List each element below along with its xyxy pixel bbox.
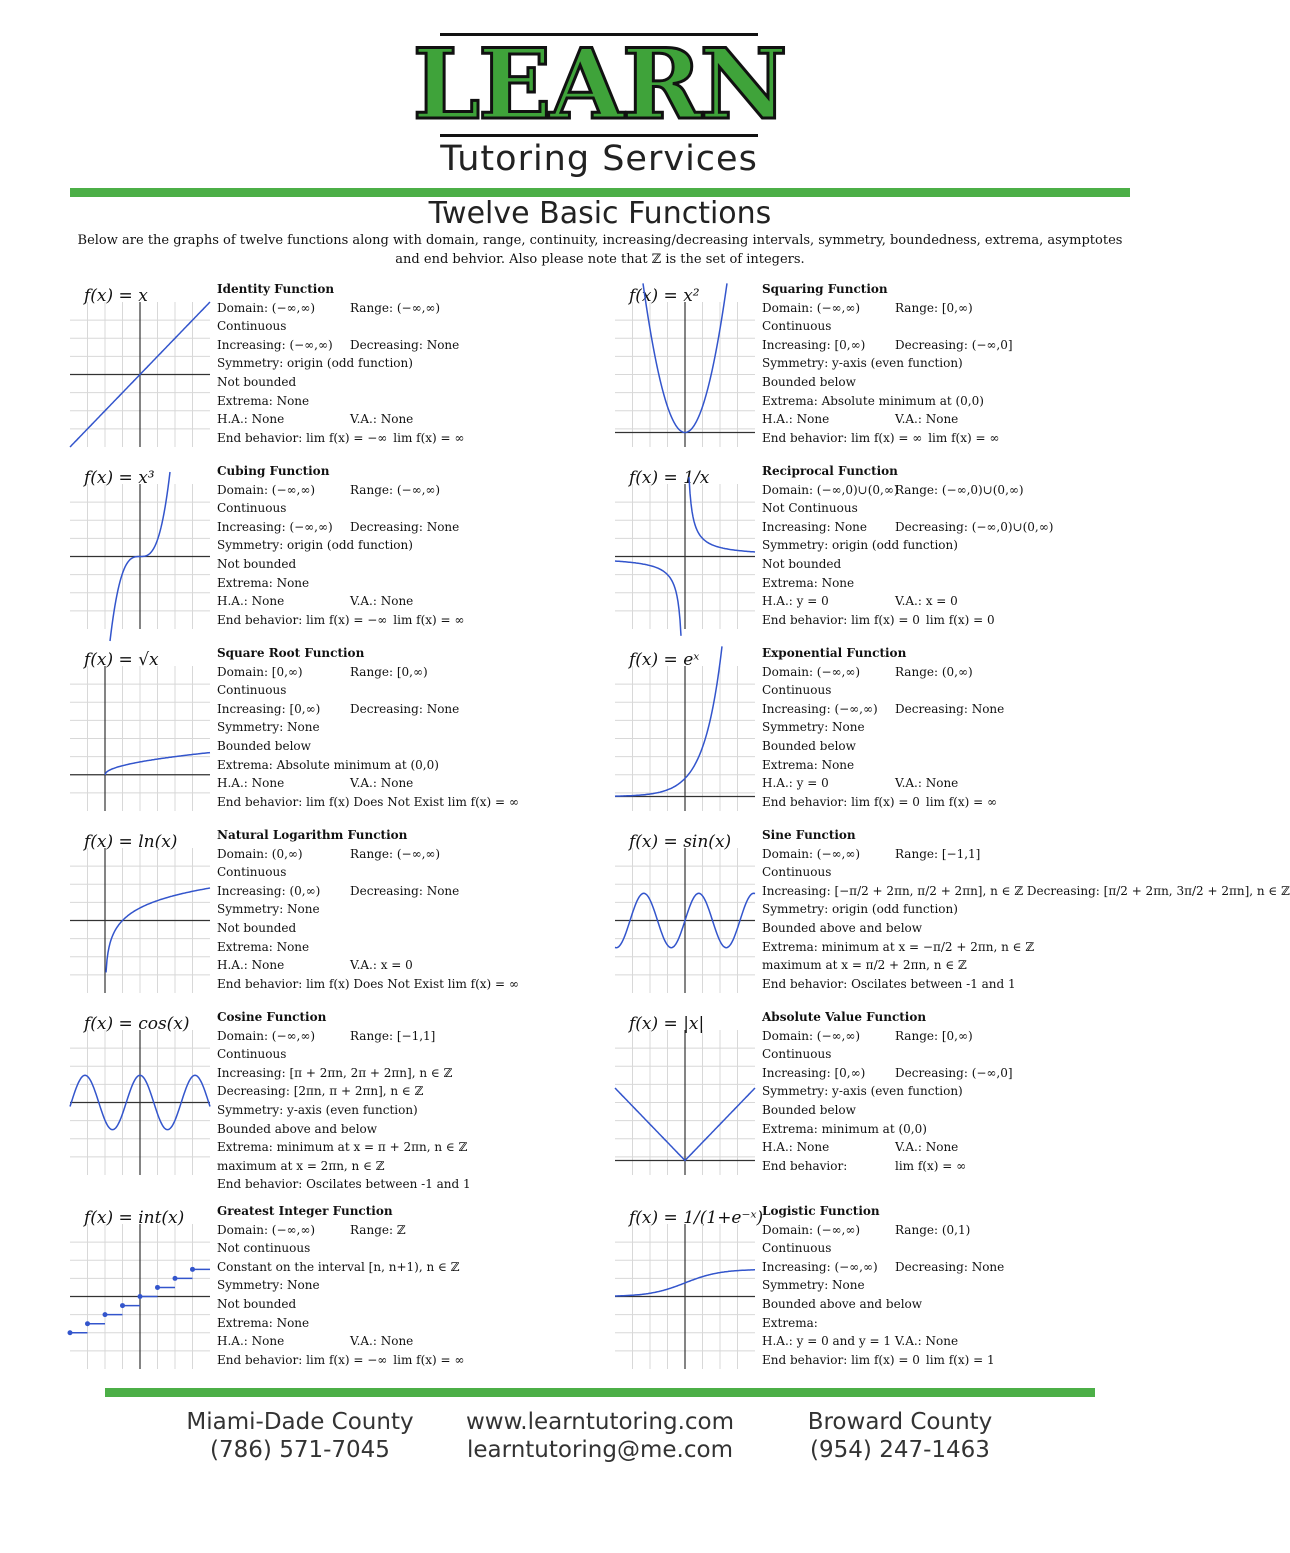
function-formula: f(x) = x² [629, 286, 700, 306]
function-property-line: Continuous [762, 319, 832, 334]
function-graph [615, 1224, 755, 1369]
function-property-line: End behavior: lim f(x) = −∞ lim f(x) = ∞ [217, 1352, 465, 1367]
function-property-line: Domain: (−∞,∞) Range: [0,∞) [762, 300, 973, 315]
function-property-line: H.A.: y = 0 V.A.: x = 0 [762, 594, 958, 609]
footer-email[interactable]: learntutoring@me.com [467, 1437, 733, 1463]
function-property-line: Domain: (−∞,∞) Range: (−∞,∞) [217, 300, 441, 315]
function-info [217, 462, 607, 629]
function-graph [70, 848, 210, 993]
function-property-line: Domain: (−∞,∞) Range: [0,∞) [762, 1028, 973, 1043]
step-closed-point [120, 1303, 125, 1308]
function-property-line: End behavior: lim f(x) = −∞ lim f(x) = ∞ [217, 430, 465, 445]
function-property-line: End behavior: lim f(x) = ∞ [762, 1158, 967, 1173]
footer-miami [170, 1408, 430, 1464]
page-title: Twelve Basic Functions [428, 196, 772, 231]
function-property-line: Symmetry: origin (odd function) [217, 356, 413, 371]
footer-broward-name: Broward County [807, 1409, 993, 1435]
function-property-line: Extrema: None [217, 393, 310, 408]
function-property-line: Increasing: (−∞,∞) Decreasing: None [762, 1259, 1005, 1274]
function-name: Greatest Integer Function [217, 1204, 393, 1218]
function-property-line: Domain: (−∞,∞) Range: (−∞,∞) [217, 482, 441, 497]
logo-word: LEARN [412, 28, 786, 141]
footer-miami-name: Miami-Dade County [186, 1409, 414, 1435]
function-property-line: Continuous [762, 1047, 832, 1062]
function-property-line: H.A.: None V.A.: None [217, 1334, 414, 1349]
function-property-line: Extrema: None [217, 575, 310, 590]
function-property-line: Not bounded [217, 1296, 297, 1311]
function-graph [615, 1030, 755, 1175]
function-name: Reciprocal Function [762, 464, 898, 478]
function-name: Cubing Function [217, 464, 330, 478]
function-property-line: Symmetry: y-axis (even function) [762, 356, 963, 371]
step-closed-point [155, 1285, 160, 1290]
function-name: Sine Function [762, 828, 856, 842]
function-formula: f(x) = ln(x) [84, 832, 178, 852]
learn-logo [412, 28, 786, 179]
function-property-line: H.A.: y = 0 V.A.: None [762, 776, 959, 791]
function-property-line: Continuous [217, 1047, 287, 1062]
function-info [217, 644, 607, 811]
function-info [762, 826, 1290, 993]
footer-broward-phone: (954) 247-1463 [810, 1437, 990, 1463]
function-property-line: Symmetry: None [762, 720, 865, 735]
function-curve [615, 646, 722, 796]
footer-contact [450, 1408, 750, 1464]
function-property-line: Bounded below [762, 738, 856, 753]
function-name: Squaring Function [762, 282, 888, 296]
function-property-line: Increasing: (−∞,∞) Decreasing: None [217, 337, 460, 352]
function-property-line: Domain: (−∞,∞) Range: [−1,1] [217, 1028, 436, 1043]
step-closed-point [173, 1276, 178, 1281]
function-property-line: Bounded below [762, 1102, 856, 1117]
step-closed-point [138, 1294, 143, 1299]
function-info [762, 462, 1152, 629]
function-property-line: Symmetry: y-axis (even function) [762, 1084, 963, 1099]
function-property-line: Symmetry: None [217, 902, 320, 917]
function-property-line: Decreasing: [2πn, π + 2πn], n ∈ ℤ [217, 1084, 424, 1099]
function-formula: f(x) = |x| [629, 1014, 705, 1034]
function-panel [615, 826, 1290, 1001]
function-graph [70, 1224, 210, 1369]
function-property-line: Continuous [762, 1241, 832, 1256]
function-property-line: Extrema: minimum at x = π + 2πn, n ∈ ℤ [217, 1140, 468, 1155]
function-property-line: H.A.: None V.A.: x = 0 [217, 958, 413, 973]
logo-subtitle: Tutoring Services [440, 139, 758, 179]
function-formula: f(x) = x [84, 286, 148, 306]
function-property-line: Extrema: None [762, 575, 855, 590]
function-graph [70, 302, 210, 447]
function-property-line: Symmetry: y-axis (even function) [217, 1102, 418, 1117]
function-property-line: Increasing: (−∞,∞) Decreasing: None [217, 519, 460, 534]
bottom-green-rule [105, 1388, 1095, 1397]
footer-miami-phone: (786) 571-7045 [210, 1437, 390, 1463]
function-name: Cosine Function [217, 1010, 327, 1024]
function-graph [615, 848, 755, 993]
function-property-line: Extrema: minimum at x = −π/2 + 2πn, n ∈ ℤ [762, 939, 1035, 954]
function-formula: f(x) = cos(x) [84, 1014, 190, 1034]
function-property-line: Extrema: None [217, 1315, 310, 1330]
function-property-line: Increasing: [−π/2 + 2πn, π/2 + 2πn], n ∈ ℤ Decreasing: [π/2 + 2πn, 3π/2 + 2πn], n ∈ ℤ [762, 883, 1290, 898]
function-formula: f(x) = 1/(1+e⁻ˣ) [629, 1208, 764, 1228]
function-graph [615, 666, 755, 811]
function-property-line: Extrema: None [762, 757, 855, 772]
function-property-line: Increasing: (0,∞) Decreasing: None [217, 883, 460, 898]
function-property-line: Increasing: [π + 2πn, 2π + 2πn], n ∈ ℤ [217, 1065, 453, 1080]
function-property-line: Continuous [217, 501, 287, 516]
function-property-line: Domain: (−∞,∞) Range: (0,1) [762, 1222, 971, 1237]
function-property-line: H.A.: None V.A.: None [217, 594, 414, 609]
function-info [762, 644, 1152, 811]
function-property-line: End behavior: lim f(x) = −∞ lim f(x) = ∞ [217, 612, 465, 627]
function-property-line: Continuous [217, 865, 287, 880]
step-closed-point [103, 1312, 108, 1317]
function-formula: f(x) = int(x) [84, 1208, 185, 1228]
function-property-line: End behavior: lim f(x) Does Not Exist lim f(x) = ∞ [217, 794, 519, 809]
function-property-line: H.A.: None V.A.: None [762, 1140, 959, 1155]
function-property-line: Bounded above and below [762, 920, 923, 935]
function-property-line: Increasing: (−∞,∞) Decreasing: None [762, 701, 1005, 716]
function-panel [70, 462, 610, 637]
function-graph [70, 484, 210, 629]
function-property-line: Domain: (−∞,0)∪(0,∞) Range: (−∞,0)∪(0,∞) [762, 482, 1024, 497]
function-info [217, 826, 607, 993]
function-panel [70, 644, 610, 819]
function-info [217, 1202, 607, 1369]
function-panel [70, 280, 610, 455]
function-graph [70, 666, 210, 811]
function-property-line: Not bounded [217, 556, 297, 571]
function-property-line: Symmetry: None [762, 1278, 865, 1293]
function-property-line: Extrema: [762, 1315, 818, 1330]
function-property-line: Symmetry: origin (odd function) [217, 538, 413, 553]
function-panel [70, 826, 610, 1001]
function-property-line: End behavior: lim f(x) Does Not Exist lim f(x) = ∞ [217, 976, 519, 991]
function-name: Identity Function [217, 282, 335, 296]
function-property-line: H.A.: None V.A.: None [217, 776, 414, 791]
function-property-line: Extrema: None [217, 939, 310, 954]
function-property-line: Increasing: None Decreasing: (−∞,0)∪(0,∞) [762, 519, 1054, 534]
function-property-line: Domain: (−∞,∞) Range: ℤ [217, 1222, 406, 1237]
function-property-line: Domain: (0,∞) Range: (−∞,∞) [217, 846, 441, 861]
function-property-line: Continuous [217, 683, 287, 698]
function-property-line: H.A.: None V.A.: None [762, 412, 959, 427]
function-property-line: End behavior: Oscilates between -1 and 1 [762, 976, 1016, 991]
function-property-line: Increasing: [0,∞) Decreasing: (−∞,0] [762, 337, 1013, 352]
function-property-line: Continuous [762, 683, 832, 698]
function-panel [615, 462, 1155, 637]
function-property-line: Not Continuous [762, 501, 858, 516]
function-property-line: Symmetry: None [217, 720, 320, 735]
function-property-line: Bounded above and below [217, 1121, 378, 1136]
function-property-line: Continuous [217, 319, 287, 334]
function-property-line: Increasing: [0,∞) Decreasing: None [217, 701, 460, 716]
function-property-line: H.A.: None V.A.: None [217, 412, 414, 427]
function-info [762, 1202, 1152, 1369]
function-formula: f(x) = x³ [84, 468, 155, 488]
function-property-line: Extrema: minimum at (0,0) [762, 1121, 927, 1136]
function-formula: f(x) = sin(x) [629, 832, 732, 852]
function-property-line: Symmetry: origin (odd function) [762, 538, 958, 553]
function-property-line: Not bounded [217, 374, 297, 389]
function-info [217, 280, 607, 447]
function-property-line: End behavior: Oscilates between -1 and 1 [217, 1177, 471, 1192]
function-graph [70, 1030, 210, 1175]
function-info [762, 1008, 1152, 1175]
function-property-line: End behavior: lim f(x) = 0 lim f(x) = 1 [762, 1352, 995, 1367]
function-property-line: Domain: (−∞,∞) Range: (0,∞) [762, 664, 973, 679]
function-property-line: Symmetry: origin (odd function) [762, 902, 958, 917]
function-panel [615, 280, 1155, 455]
function-property-line: End behavior: lim f(x) = ∞ lim f(x) = ∞ [762, 430, 1000, 445]
step-closed-point [190, 1267, 195, 1272]
function-info [762, 280, 1152, 447]
function-property-line: End behavior: lim f(x) = 0 lim f(x) = ∞ [762, 794, 997, 809]
step-closed-point [68, 1330, 73, 1335]
function-property-line: Symmetry: None [217, 1278, 320, 1293]
function-formula: f(x) = √x [84, 650, 159, 670]
function-panel [615, 1202, 1155, 1377]
function-name: Natural Logarithm Function [217, 828, 408, 842]
function-graph [615, 484, 755, 629]
function-property-line: Bounded below [217, 738, 311, 753]
function-property-line: Domain: [0,∞) Range: [0,∞) [217, 664, 428, 679]
function-property-line: Constant on the interval [n, n+1), n ∈ ℤ [217, 1259, 460, 1274]
function-property-line: Increasing: [0,∞) Decreasing: (−∞,0] [762, 1065, 1013, 1080]
function-name: Square Root Function [217, 646, 365, 660]
function-name: Exponential Function [762, 646, 907, 660]
function-property-line: maximum at x = π/2 + 2πn, n ∈ ℤ [762, 958, 967, 973]
function-panel [70, 1008, 610, 1192]
function-panel [615, 644, 1155, 819]
function-formula: f(x) = 1/x [629, 468, 710, 488]
function-property-line: maximum at x = 2πn, n ∈ ℤ [217, 1158, 385, 1173]
function-property-line: H.A.: y = 0 and y = 1 V.A.: None [762, 1334, 959, 1349]
function-name: Absolute Value Function [762, 1010, 927, 1024]
function-property-line: Not bounded [217, 920, 297, 935]
function-property-line: Domain: (−∞,∞) Range: [−1,1] [762, 846, 981, 861]
function-name: Logistic Function [762, 1204, 880, 1218]
footer-website[interactable]: www.learntutoring.com [465, 1409, 735, 1435]
function-panel [615, 1008, 1155, 1183]
function-graph [615, 302, 755, 447]
footer-broward [780, 1408, 1020, 1464]
function-panel [70, 1202, 610, 1377]
function-property-line: Not bounded [762, 556, 842, 571]
intro-text: Below are the graphs of twelve functions along with domain, range, continuity, increasing/decreasing intervals, symmetry, boundedness, extrema, asymptotes and end behvior. Also please note that ℤ is the set of integers. [77, 233, 1123, 267]
function-property-line: Extrema: Absolute minimum at (0,0) [217, 757, 439, 772]
function-property-line: Extrema: Absolute minimum at (0,0) [762, 393, 984, 408]
function-info [217, 1008, 607, 1194]
function-property-line: Not continuous [217, 1241, 311, 1256]
function-property-line: End behavior: lim f(x) = 0 lim f(x) = 0 [762, 612, 995, 627]
function-property-line: Continuous [762, 865, 832, 880]
step-closed-point [85, 1321, 90, 1326]
function-formula: f(x) = eˣ [629, 650, 700, 670]
function-property-line: Bounded below [762, 374, 856, 389]
function-property-line: Bounded above and below [762, 1296, 923, 1311]
